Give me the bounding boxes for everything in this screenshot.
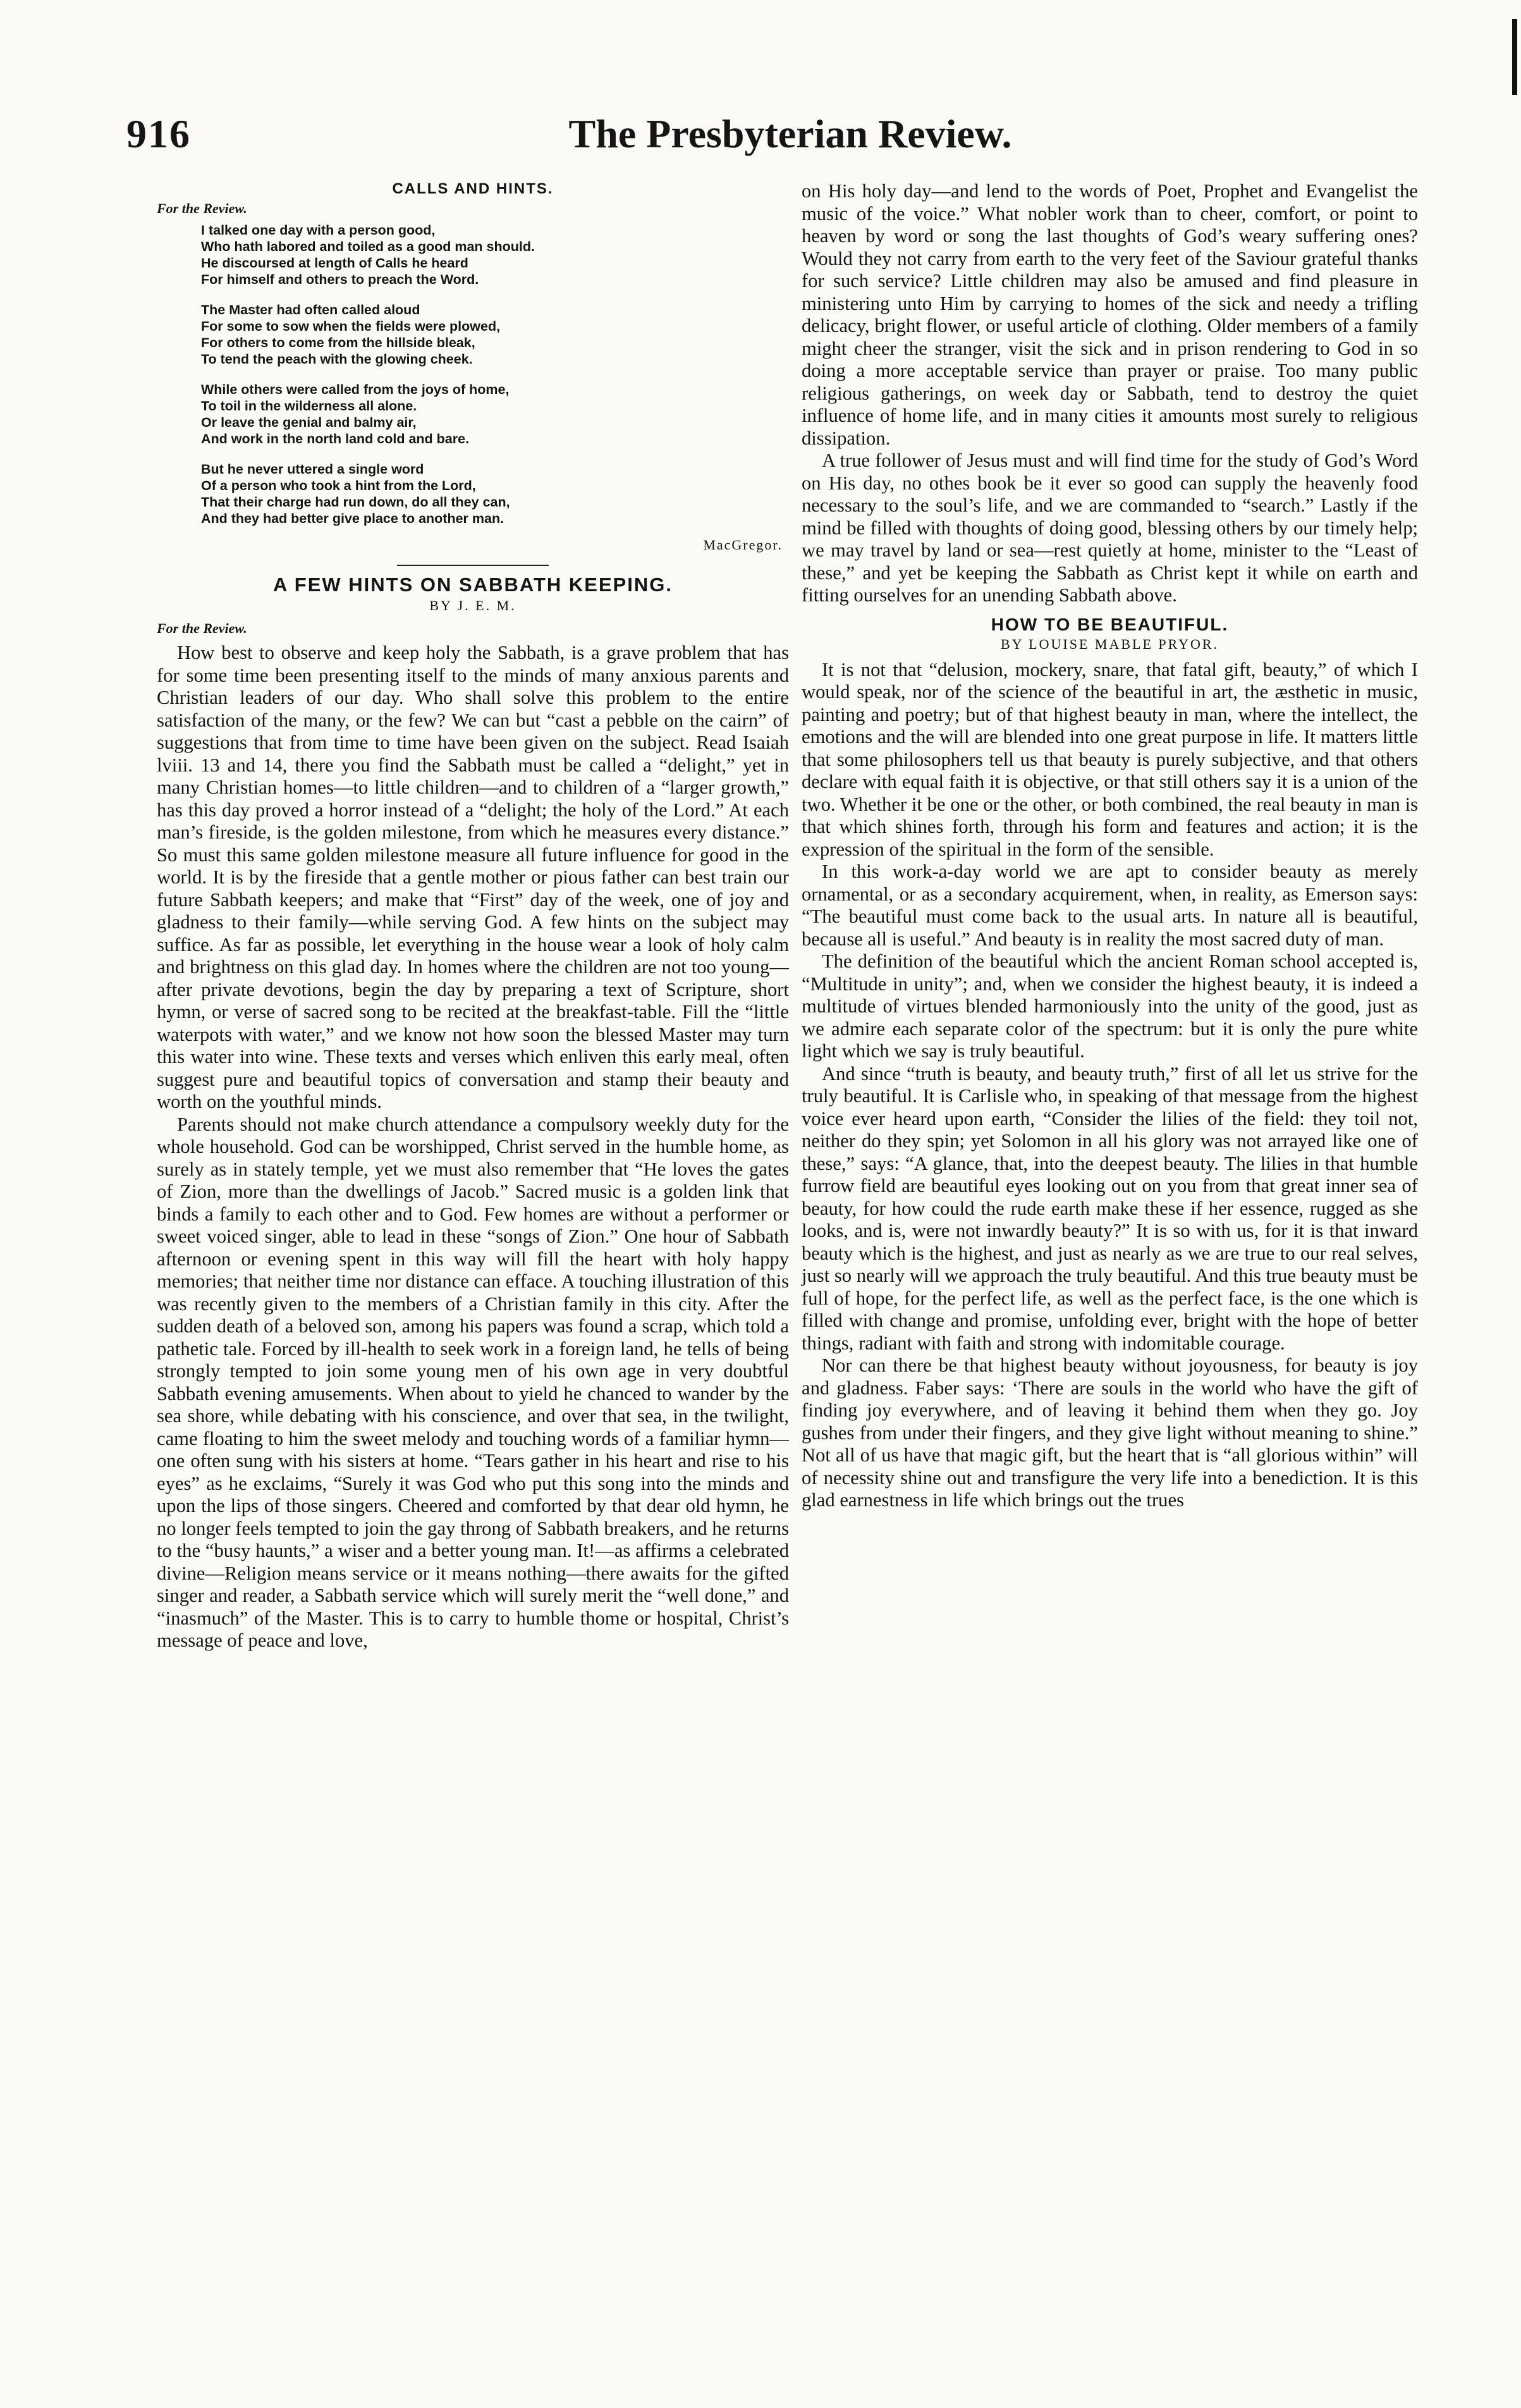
article-paragraph: In this work-a-day world we are apt to consider beauty as merely ornamental, or as a secondary acquirement, when, in reality, as Emerson says: “The beautiful must come back to the usual arts. In nature all is beautiful, because all is useful.” And beauty is in reality the most sacred duty of man. <box>802 861 1418 950</box>
poem-line: Of a person who took a hint from the Lord, <box>201 478 476 493</box>
poem-line: And work in the north land cold and bare. <box>201 431 470 446</box>
sabbath-credit: For the Review. <box>157 620 247 636</box>
poem-line: The Master had often called aloud <box>201 302 420 317</box>
beautiful-heading: HOW TO BE BEAUTIFUL. <box>991 614 1229 634</box>
sabbath-heading: A FEW HINTS ON SABBATH KEEPING. <box>272 574 673 596</box>
page-number: 916 <box>126 111 191 156</box>
left-column <box>157 180 789 1652</box>
article-paragraph: And since “truth is beauty, and beauty truth,” first of all let us strive for the truly beautiful. It is Carlisle who, in speaking of that message from the highest voice ever heard upon earth, “Consider the lilies of the field: they toil not, neither do they spin; yet Solomon in all his glory was not arrayed like one of these,” says: “A glance, that, into the deepest beauty. The lilies in that humble furrow field are beautiful eyes looking out on you from that great inner sea of beauty, for how could the rude earth make these if her essence, rugged as she looks, and is, were not inwardly beauty?” It is so with us, for it is that inward beauty which is the highest, and just as nearly as we are true to our real selves, just so nearly will we approach the truly beautiful. And this true beauty must be full of hope, for the perfect life, as well as the perfect face, is the one which is filled with change and promise, unfolding ever, bright with the hope of better things, radiant with faith and strong with indomitable courage. <box>802 1062 1418 1354</box>
poem-stanza <box>201 381 789 447</box>
poem-line: And they had better give place to another man. <box>201 511 504 526</box>
right-column <box>802 180 1418 1512</box>
section-divider <box>397 565 549 566</box>
poem-line: To tend the peach with the glowing cheek. <box>201 352 473 367</box>
article-paragraph: A true follower of Jesus must and will find time for the study of God’s Word on His day, no othes book be it ever so good can supply the heavenly food necessary to the soul’s life, and we are commanded to “search.” Lastly if the mind be filled with thoughts of doing good, blessing others by our timely help; we may travel by land or sea—rest quietly at home, minister to the “Least of these,” and yet be keeping the Sabbath as Christ kept it while on earth and fitting ourselves for an unending Sabbath above. <box>802 450 1418 606</box>
poem-line: For some to sow when the fields were plowed, <box>201 319 501 334</box>
article-paragraph: How best to observe and keep holy the Sabbath, is a grave problem that has for some time been presenting itself to the minds of many anxious parents and Christian leaders of our day. Who shall solve this problem to the entire satisfaction of the many, or the few? We can but “cast a pebble on the cairn” of suggestions that from time to time have been given on the subject. Read Isaiah lviii. 13 and 14, there you find the Sabbath must be called a “delight,” yet in many Christian homes—to little children—and to children of a “larger growth,” has this day proved a horror instead of a “delight; the holy of the Lord.” At each man’s fireside, is the golden milestone, from which he measures every distance.” So must this same golden milestone measure all future influence for good in the world. It is by the fireside that a gentle mother or pious father can best train our future Sabbath keepers; and make that “First” day of the week, one of joy and gladness to their family—while serving God. A few hints on the subject may suffice. As far as possible, let everything in the house wear a look of holy calm and brightness on this glad day. In homes where the children are not too young—after private devotions, begin the day by preparing a text of Scripture, short hymn, or verse of sacred song to be recited at the breakfast-table. Fill the “little waterpots with water,” and we know not how soon the blessed Master may turn this water into wine. These texts and verses which enliven this early meal, often suggest pure and beautiful topics of conversation and stamp their beauty and worth on the youthful minds. <box>157 642 789 1112</box>
calls-credit: For the Review. <box>157 200 247 216</box>
article-paragraph: on His holy day—and lend to the words of Poet, Prophet and Evangelist the music of the voice.” What nobler work than to cheer, comfort, or point to heaven by word or song the last thoughts of God’s weary suffering ones? Would they not carry from earth to the very feet of the Saviour grateful thanks for such service? Little children may also be amused and find pleasure in ministering unto Him by carrying to homes of the sick and needy a trifling delicacy, bright flower, or useful article of clothing. Older members of a family might cheer the stranger, visit the sick and in prison rendering to God in so doing a more acceptable service than prayer or praise. Too many public religious gatherings, on week day or Sabbath, tend to destroy the quiet influence of home life, and in many cities it amounts most surely to religious dissipation. <box>802 180 1418 449</box>
poem-line: He discoursed at length of Calls he heard <box>201 255 468 271</box>
poem-stanza <box>201 302 789 367</box>
sabbath-byline: BY J. E. M. <box>429 598 516 613</box>
sabbath-body <box>157 642 789 1652</box>
article-paragraph: It is not that “delusion, mockery, snare, that fatal gift, beauty,” of which I would speak, nor of the science of the beautiful in art, the æsthetic in music, painting and poetry; but of that highest beauty in man, where the intellect, the emotions and the will are blended into one great purpose in life. It matters little that some philosophers tell us that beauty is purely subjective, and that others declare with equal faith it is objective, or that still others say it is a union of the two. Whether it be one or the other, or both combined, the real beauty in man is that which shines forth, through his form and features and action; it is the expression of the spiritual in the form of the sensible. <box>802 658 1418 860</box>
sabbath-continuation-body <box>802 180 1418 607</box>
page-header <box>126 111 1403 180</box>
poem-signature: MacGregor. <box>703 537 783 553</box>
article-paragraph: Nor can there be that highest beauty without joyousness, for beauty is joy and gladness. Faber says: ‘There are souls in the world who have the gift of finding joy everywhere, and of leaving it behind them when they go. Joy gushes from under their fingers, and they give light without meaning to shine.” Not all of us have that magic gift, but the heart that is “all glorious within” will of necessity shine out and transfigure the very life into a benediction. It is this glad earnestness in life which brings out the trues <box>802 1354 1418 1511</box>
poem-line: While others were called from the joys of home, <box>201 382 510 397</box>
beautiful-byline: BY LOUISE MABLE PRYOR. <box>1000 636 1219 652</box>
journal-title: The Presbyterian Review. <box>568 111 1012 156</box>
poem-line: To toil in the wilderness all alone. <box>201 398 417 414</box>
poem-stanza <box>201 461 789 527</box>
poem-line: I talked one day with a person good, <box>201 223 436 238</box>
poem-line: But he never uttered a single word <box>201 462 424 477</box>
calls-poem <box>201 222 789 527</box>
calls-heading: CALLS AND HINTS. <box>392 180 554 197</box>
poem-line: Who hath labored and toiled as a good man should. <box>201 239 535 254</box>
beautiful-body <box>802 659 1418 1512</box>
article-paragraph: The definition of the beautiful which the ancient Roman school accepted is, “Multitude in unity”; and, when we consider the highest beauty, it is indeed a multitude of virtues blended harmoniously into the unity of the good, just as we admire each separate color of the spectrum: but it is only the pure white light which we say is truly beautiful. <box>802 950 1418 1062</box>
article-paragraph: Parents should not make church attendance a compulsory weekly duty for the whole household. God can be worshipped, Christ served in the humble home, as surely as in stately temple, yet we must also remember that “He loves the gates of Zion, more than the dwellings of Jacob.” Sacred music is a golden link that binds a family to each other and to God. Few homes are without a performer or sweet voiced singer, able to lead in these “songs of Zion.” One hour of Sabbath afternoon or evening spent in this way will fill the heart with holy happy memories; that neither time nor distance can efface. A touching illustration of this was recently given to the members of a Christian family in this city. After the sudden death of a beloved son, among his papers was found a scrap, which told a pathetic tale. Forced by ill-health to seek work in a foreign land, he tells of being strongly tempted to join some young men of his own age in very doubtful Sabbath evening amusements. When about to yield he chanced to wander by the sea shore, while debating with his conscience, and over that sea, in the twilight, came floating to him the sweet melody and touching words of a familiar hymn—one often sung with his sisters at home. “Tears gather in his heart and rise to his eyes” as he exclaims, “Surely it was God who put this song into the minds and upon the lips of those singers. Cheered and comforted by that dear old hymn, he no longer feels tempted to join the gay throng of Sabbath breakers, and he returns to the “busy haunts,” a wiser and a better young man. It!—as affirms a celebrated divine—Religion means service or it means nothing—there awaits for the gifted singer and reader, a Sabbath service which will surely merit the “well done,” and “inasmuch” of the Master. This is to carry to humble thome or hospital, Christ’s message of peace and love, <box>157 1113 789 1651</box>
poem-stanza <box>201 222 789 288</box>
poem-line: For himself and others to preach the Word. <box>201 272 479 287</box>
poem-line: For others to come from the hillside bleak, <box>201 335 475 350</box>
scan-edge-mark <box>1512 19 1517 95</box>
poem-line: That their charge had run down, do all they can, <box>201 494 510 510</box>
poem-line: Or leave the genial and balmy air, <box>201 415 417 430</box>
